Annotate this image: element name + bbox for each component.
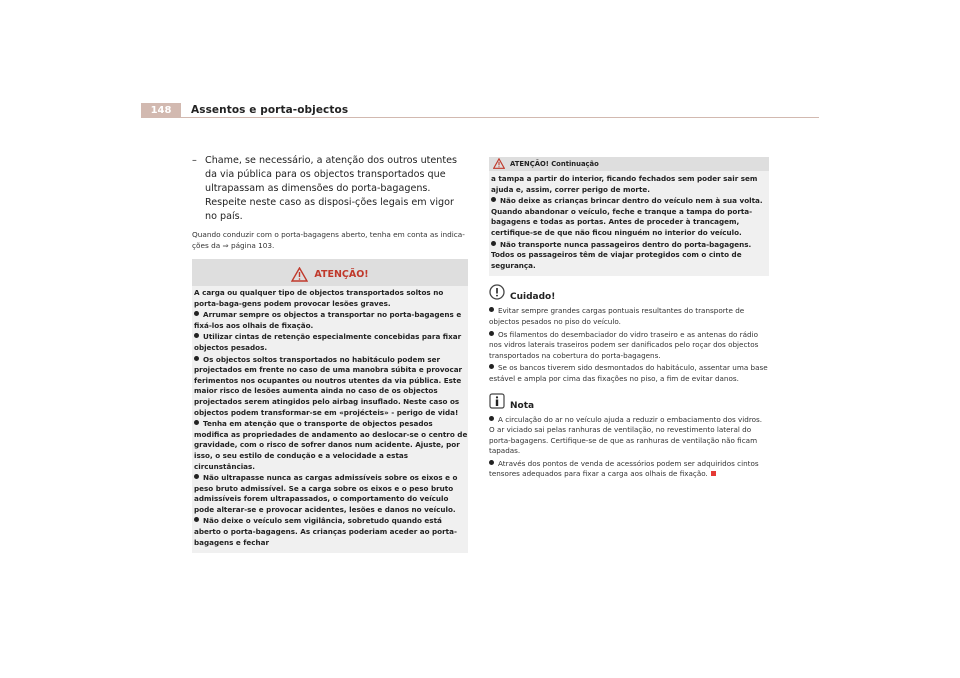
- dash-item-text: Chame, se necessário, a atenção dos outros utentes da via pública para os objectos transportados que ultrapassam as dimensões do porta-bagagens. Respeite neste caso as disposi-ções legais em vigor no país.: [205, 155, 458, 222]
- warning-item: Não ultrapasse nunca as cargas admissíveis sobre os eixos e o peso bruto admissível. Se a carga sobre os eixos e o peso bruto admissíveis forem ultrapassados, o comportamento do veículo pode alterar-se e provocar acidentes, lesões e danos no veículo.: [194, 473, 458, 514]
- caution-item: Os filamentos do desembaciador do vidro traseiro e as antenas do rádio nos vidros laterais traseiros podem ser danificados pelo roçar dos objectos transportados na cobertura do porta-bagagens.: [489, 329, 759, 360]
- note-title: Nota: [510, 400, 535, 411]
- end-of-section-marker: [711, 471, 716, 476]
- warning-continuation-header: [489, 157, 769, 171]
- dash-list-item: [192, 154, 468, 224]
- warning-title: ATENÇÃO!: [314, 269, 369, 280]
- bullet-icon: [491, 241, 496, 246]
- page-reference-note: Quando conduzir com o porta-bagagens aberto, tenha em conta as indica-ções da ⇒ página 103.: [192, 230, 465, 250]
- warning-intro: A carga ou qualquer tipo de objectos transportados soltos no porta-baga-gens podem provocar lesões graves.: [194, 288, 444, 308]
- warning-item: Tenha em atenção que o transporte de objectos pesados modifica as propriedades de andamento ao deslocar-se o centro de gravidade, com o risco de sofrer danos num acidente. Ajuste, por isso, o seu estilo de condução e a velocidade a estas circunstâncias.: [194, 419, 468, 471]
- header-divider: [181, 117, 819, 118]
- warning-continuation-title: ATENÇÃO! Continuação: [510, 160, 599, 168]
- warning-continuation-intro: a tampa a partir do interior, ficando fechados sem poder sair sem ajuda e, assim, correr perigo de morte.: [491, 174, 758, 194]
- bullet-icon: [489, 307, 494, 312]
- bullet-icon: [194, 420, 199, 425]
- bullet-icon: [194, 474, 199, 479]
- dash-marker: –: [192, 155, 197, 166]
- left-column: [192, 154, 468, 553]
- note-header: [489, 393, 769, 413]
- bullet-icon: [194, 356, 199, 361]
- bullet-icon: [489, 416, 494, 421]
- right-column: [489, 157, 769, 480]
- warning-triangle-icon: [493, 158, 505, 171]
- warning-item: Utilizar cintas de retenção especialmente concebidas para fixar objectos pesados.: [194, 332, 462, 352]
- bullet-icon: [489, 460, 494, 465]
- page-title: Assentos e porta-objectos: [191, 104, 349, 116]
- bullet-icon: [194, 517, 199, 522]
- bullet-icon: [489, 331, 494, 336]
- caution-item: Se os bancos tiverem sido desmontados do habitáculo, assentar uma base estável e ampla por cima das fixações no piso, a fim de evitar danos.: [489, 363, 768, 383]
- warning-item: Os objectos soltos transportados no habitáculo podem ser projectados em frente no caso de uma manobra súbita e provocar ferimentos nos ocupantes ou noutros utentes da via pública. Este maior risco de lesões aumenta ainda no caso de os objectos projectados serem atingidos pelo airbag insuflado. Neste caso os objectos podem transformar-se em «projécteis» - perigo de vida!: [194, 354, 463, 417]
- note-item: Através dos pontos de venda de acessórios podem ser adquiridos cintos tensores adequados para fixar a carga aos olhais de fixação.: [489, 458, 759, 479]
- warning-item: Não transporte nunca passageiros dentro do porta-bagagens. Todos os passageiros têm de viajar protegidos com o cinto de segurança.: [491, 239, 752, 270]
- note-item: A circulação do ar no veículo ajuda a reduzir o embaciamento dos vidros. O ar viciado sai pelas ranhuras de ventilação, no revestimento lateral do porta-bagagens. Certifique-se de que as ranhuras de ventilação não ficam tapadas.: [489, 414, 763, 456]
- warning-triangle-icon: [291, 267, 308, 282]
- bullet-icon: [491, 197, 496, 202]
- caution-item: Evitar sempre grandes cargas pontuais resultantes do transporte de objectos pesados no piso do veículo.: [489, 306, 745, 326]
- caution-header: [489, 284, 769, 304]
- warning-box: [192, 259, 468, 553]
- page-number: 148: [141, 103, 181, 118]
- info-note-icon: [489, 393, 505, 413]
- caution-exclamation-icon: [489, 284, 505, 304]
- bullet-icon: [194, 311, 199, 316]
- bullet-icon: [194, 333, 199, 338]
- warning-item: Arrumar sempre os objectos a transportar no porta-bagagens e fixá-los aos olhais de fixação.: [194, 310, 462, 330]
- warning-body: [192, 286, 468, 553]
- caution-title: Cuidado!: [510, 292, 556, 303]
- warning-continuation-body: [489, 171, 769, 276]
- bullet-icon: [489, 364, 494, 369]
- warning-header: [192, 259, 468, 286]
- warning-item: Não deixe o veículo sem vigilância, sobretudo quando está aberto o porta-bagagens. As crianças poderiam aceder ao porta-bagagens e fechar: [194, 516, 457, 547]
- warning-item: Não deixe as crianças brincar dentro do veículo nem à sua volta. Quando abandonar o veículo, feche e tranque a tampa do porta-bagagens e todas as portas. Antes de proceder à trancagem, certifique-se de que não ficou ninguém no interior do veículo.: [491, 196, 763, 237]
